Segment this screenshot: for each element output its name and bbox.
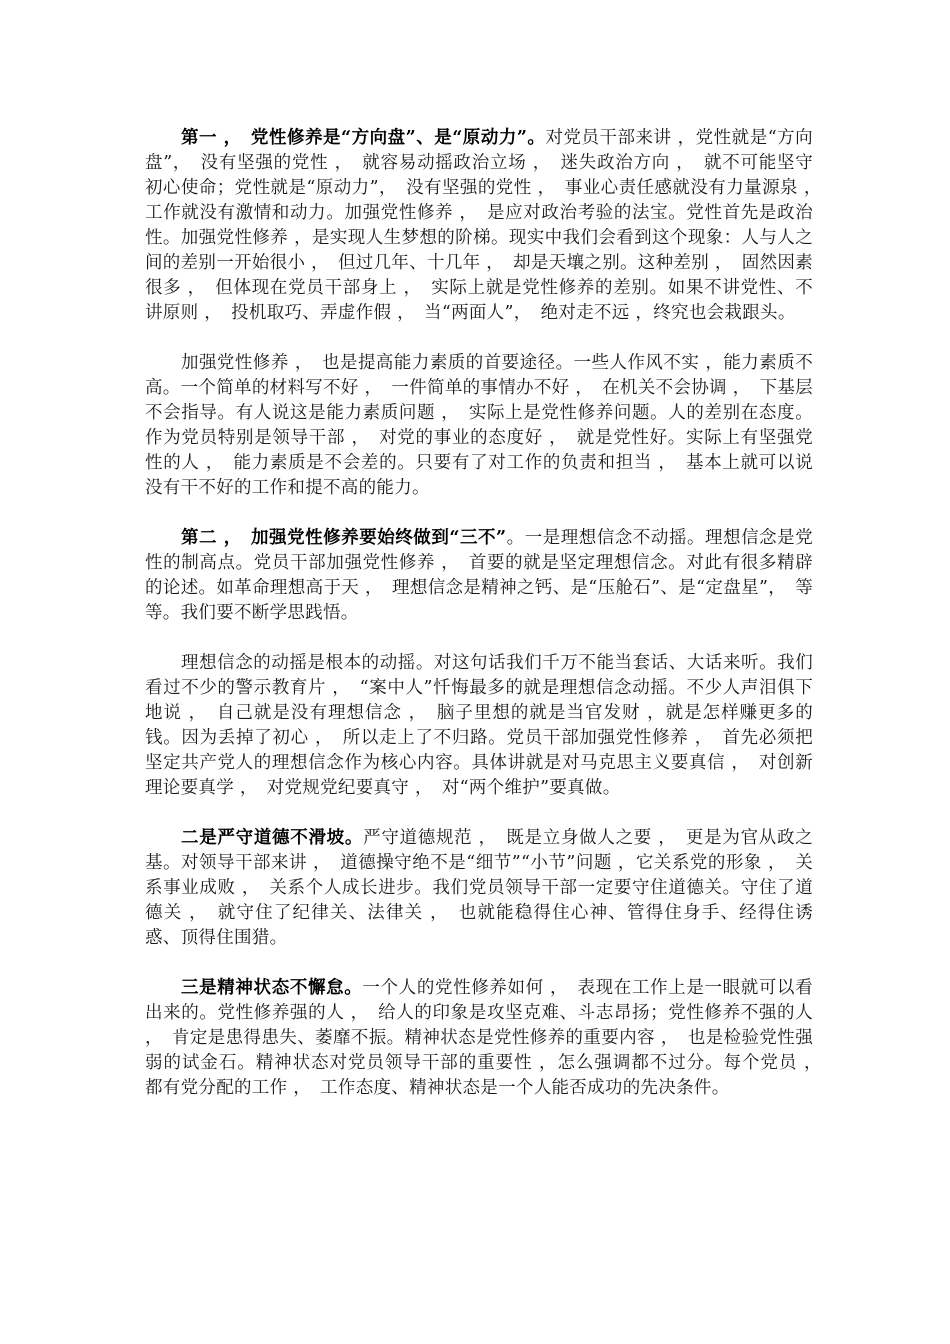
paragraph-heading: 三是精神状态不懈怠。 <box>181 978 363 998</box>
paragraph-text: 理想信念的动摇是根本的动摇。对这句话我们千万不能当套话、大话来听。我们看过不少的警示教育片 ， “案中人”忏悔最多的就是理想信念动摇。不少人声泪俱下地说 ， 自己就是没有理想信念 ， 脑子里想的就是当官发财 ，就是怎样赚更多的钱。因为丢掉了初心 ， 所以走上了不归路。党员干部加强党性修养 ， 首先必须把坚定共产党人的理想信念作为核心内容。具体讲就是对马克思主义要真信 ， 对创新理论要真学 ， 对党规党纪要真守 ， 对“两个维护”要真做。 <box>145 653 813 798</box>
paragraph-1 <box>145 126 831 326</box>
paragraph-2 <box>145 351 813 501</box>
paragraph-3 <box>145 526 813 626</box>
paragraph-text: 一个人的党性修养如何 ， 表现在工作上是一眼就可以看出来的。党性修养强的人 ， 给人的印象是攻坚克难、斗志昂扬；党性修养不强的人 ， 肯定是患得患失、萎靡不振。精神状态是党性修养的重要内容 ， 也是检验党性强弱的试金石。精神状态对党员领导干部的重要性 ，怎么强调都不过分。每个党员 ， 都有党分配的工作 ， 工作态度、精神状态是一个人能否成功的先决条件。 <box>145 978 831 1098</box>
document-body <box>145 126 831 1126</box>
paragraph-heading: 第二 ， 加强党性修养要始终做到“三不” <box>181 528 507 548</box>
paragraph-text: 加强党性修养 ， 也是提高能力素质的首要途径。一些人作风不实 ，能力素质不高。一个简单的材料写不好 ， 一件简单的事情办不好 ， 在机关不会协调 ， 下基层不会指导。有人说这是能力素质问题 ， 实际上是党性修养问题。人的差别在态度。作为党员特别是领导干部 ， 对党的事业的态度好 ， 就是党性好。实际上有坚强党性的人 ， 能力素质是不会差的。只要有了对工作的负责和担当 ， 基本上就可以说没有干不好的工作和提不高的能力。 <box>145 353 813 498</box>
paragraph-heading: 二是严守道德不滑坡。 <box>181 828 364 848</box>
paragraph-6 <box>145 976 831 1101</box>
paragraph-heading: 第一 ， 党性修养是“方向盘”、是“原动力”。 <box>181 128 546 148</box>
paragraph-5 <box>145 826 813 951</box>
paragraph-text: 严守道德规范 ， 既是立身做人之要 ， 更是为官从政之基。对领导干部来讲 ， 道德操守绝不是“细节”“小节”问题 ，它关系党的形象 ， 关系事业成败 ， 关系个人成长进步。我们党员领导干部一定要守住道德关。守住了道德关 ， 就守住了纪律关、法律关 ， 也就能稳得住心神、管得住身手、经得住诱惑、顶得住围猎。 <box>145 828 813 948</box>
paragraph-4 <box>145 651 813 801</box>
paragraph-text: 对党员干部来讲 ，党性就是“方向盘”， 没有坚强的党性 ， 就容易动摇政治立场 ， 迷失政治方向 ， 就不可能坚守初心使命；党性就是“原动力”， 没有坚强的党性 ， 事业心责任感就没有力量源泉 ， 工作就没有激情和动力。加强党性修养 ， 是应对政治考验的法宝。党性首先是政治性。加强党性修养 ，是实现人生梦想的阶梯。现实中我们会看到这个现象：人与人之间的差别一开始很小 ， 但过几年、十几年 ， 却是天壤之别。这种差别 ， 固然因素很多 ， 但体现在党员干部身上 ， 实际上就是党性修养的差别。如果不讲党性、不讲原则 ， 投机取巧、弄虚作假 ， 当“两面人”， 绝对走不远 ，终究也会栽跟头。 <box>145 128 831 323</box>
paragraph-text: 。一是理想信念不动摇。理想信念是党性的制高点。党员干部加强党性修养 ， 首要的就是坚定理想信念。对此有很多精辟的论述。如革命理想高于天 ， 理想信念是精神之钙、是“压舱石”、是“定盘星”， 等等。我们要不断学思践悟。 <box>145 528 813 623</box>
